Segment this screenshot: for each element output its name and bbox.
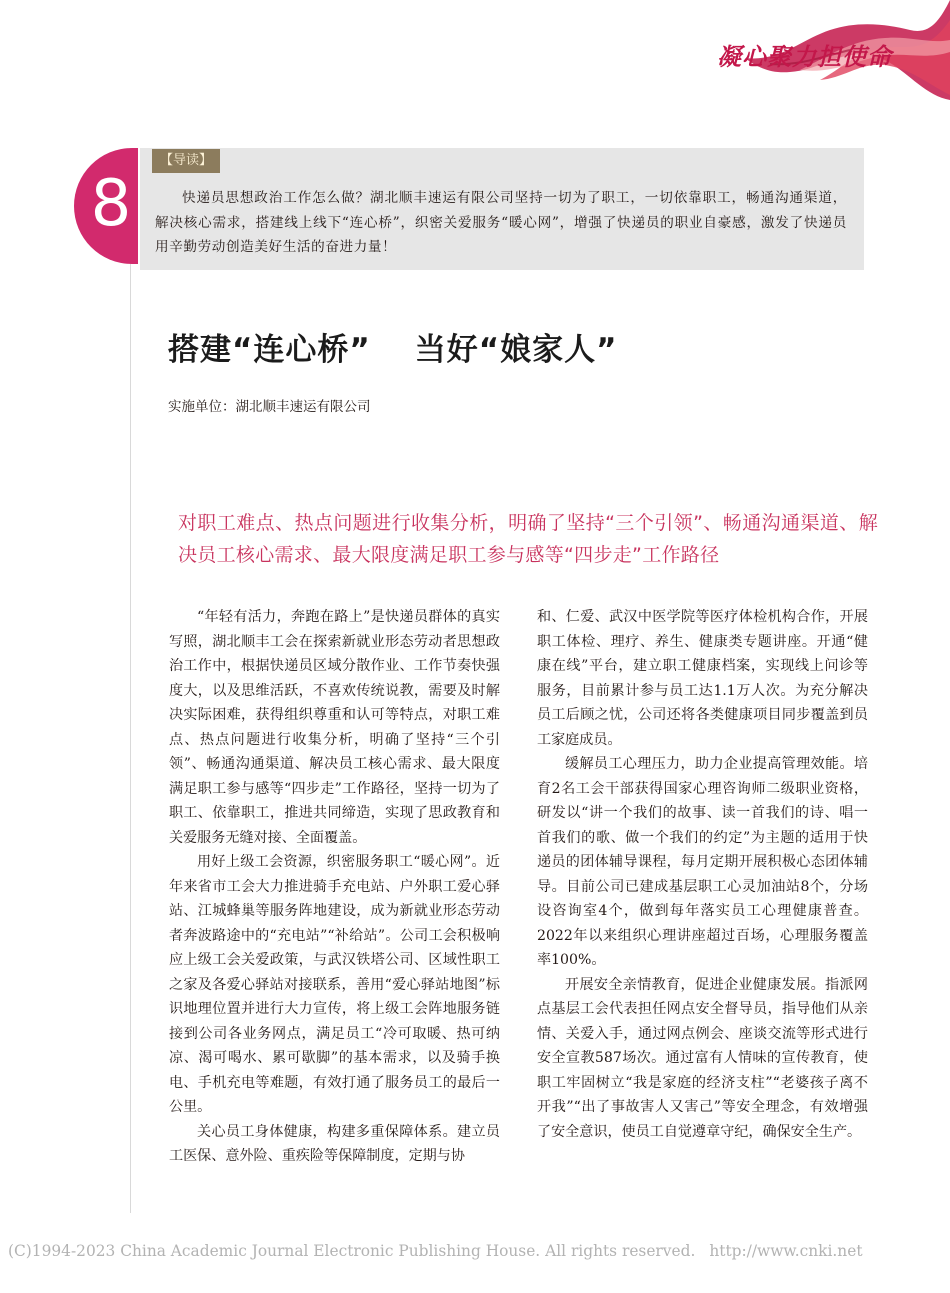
intro-tag: 【导读】 xyxy=(152,149,220,173)
paragraph-continuation: 和、仁爱、武汉中医学院等医疗体检机构合作，开展职工体检、理疗、养生、健康类专题讲座。开通“健康在线”平台，建立职工健康档案，实现线上问诊等服务，目前累计参与员工达1.1万人次。为充分解决员工后顾之忧，公司还将各类健康项目同步覆盖到员工家庭成员。 xyxy=(537,609,868,748)
footer-copyright: (C)1994-2023 China Academic Journal Electronic Publishing House. All rights reserved. xyxy=(8,1242,696,1260)
pull-quote: 对职工难点、热点问题进行收集分析，明确了坚持“三个引领”、畅通沟通渠道、解决员工核心需求、最大限度满足职工参与感等“四步走”工作路径 xyxy=(178,512,878,566)
paragraph: 关心员工身体健康，构建多重保障体系。建立员工医保、意外险、重疾险等保障制度，定期与协 xyxy=(169,1123,500,1164)
footer xyxy=(8,1242,863,1260)
left-divider xyxy=(130,148,131,1213)
paragraph: 开展安全亲情教育，促进企业健康发展。指派网点基层工会代表担任网点安全督导员，指导他们从亲情、关爱入手，通过网点例会、座谈交流等形式进行安全宣教587场次。通过富有人情味的宣传教育，使职工牢固树立“我是家庭的经济支柱”“老婆孩子离不开我”“出了事故害人又害己”等安全理念，有效增强了安全意识，使员工自觉遵章守纪，确保安全生产。 xyxy=(537,976,868,1140)
intro-text: 快递员思想政治工作怎么做？湖北顺丰速运有限公司坚持一切为了职工，一切依靠职工，畅通沟通渠道，解决核心需求，搭建线上线下“连心桥”，织密关爱服务“暖心网”，增强了快递员的职业自豪感，激发了快递员用辛勤劳动创造美好生活的奋进力量！ xyxy=(155,190,847,255)
title-part-1: 搭建“连心桥” xyxy=(168,332,371,368)
header-slogan: 凝心聚力担使命 xyxy=(717,43,892,71)
paragraph: 缓解员工心理压力，助力企业提高管理效能。培育2名工会干部获得国家心理咨询师二级职业资格，研发以“讲一个我们的故事、读一首我们的诗、唱一首我们的歌、做一个我们的约定”为主题的适用于快递员的团体辅导课程，每月定期开展积极心态团体辅导。目前公司已建成基层职工心灵加油站8个，分场设咨询室4个，做到每年落实员工心理健康普查。2022年以来组织心理讲座超过百场，心理服务覆盖率100%。 xyxy=(537,756,868,968)
footer-link[interactable]: http://www.cnki.net xyxy=(709,1242,863,1260)
body-column-left xyxy=(169,605,500,1169)
article-title xyxy=(168,324,618,369)
implementing-unit: 实施单位：湖北顺丰速运有限公司 xyxy=(168,399,371,415)
paragraph: “年轻有活力，奔跑在路上”是快递员群体的真实写照，湖北顺丰工会在探索新就业形态劳动者思想政治工作中，根据快递员区域分散作业、工作节奏快强度大，以及思维活跃，不喜欢传统说教，需要及时解决实际困难，获得组织尊重和认可等特点，对职工难点、热点问题进行收集分析，明确了坚持“三个引领”、畅通沟通渠道、解决员工核心需求、最大限度满足职工参与感等“四步走”工作路径，坚持一切为了职工、依靠职工，推进共同缔造，实现了思政教育和关爱服务无缝对接、全面覆盖。 xyxy=(169,609,500,846)
body-column-right xyxy=(537,605,868,1144)
title-part-2: 当好“娘家人” xyxy=(414,332,618,368)
paragraph: 用好上级工会资源，织密服务职工“暖心网”。近年来省市工会大力推进骑手充电站、户外职工爱心驿站、江城蜂巢等服务阵地建设，成为新就业形态劳动者奔波路途中的“充电站”“补给站”。公司工会积极响应上级工会关爱政策，与武汉铁塔公司、区域性职工之家及各爱心驿站对接联系，善用“爱心驿站地图”标识地理位置并进行大力宣传，将上级工会阵地服务链接到公司各业务网点，满足员工“冷可取暖、热可纳凉、渴可喝水、累可歇脚”的基本需求，以及骑手换电、手机充电等难题，有效打通了服务员工的最后一公里。 xyxy=(169,854,500,1115)
page-number: 8 xyxy=(90,167,132,241)
